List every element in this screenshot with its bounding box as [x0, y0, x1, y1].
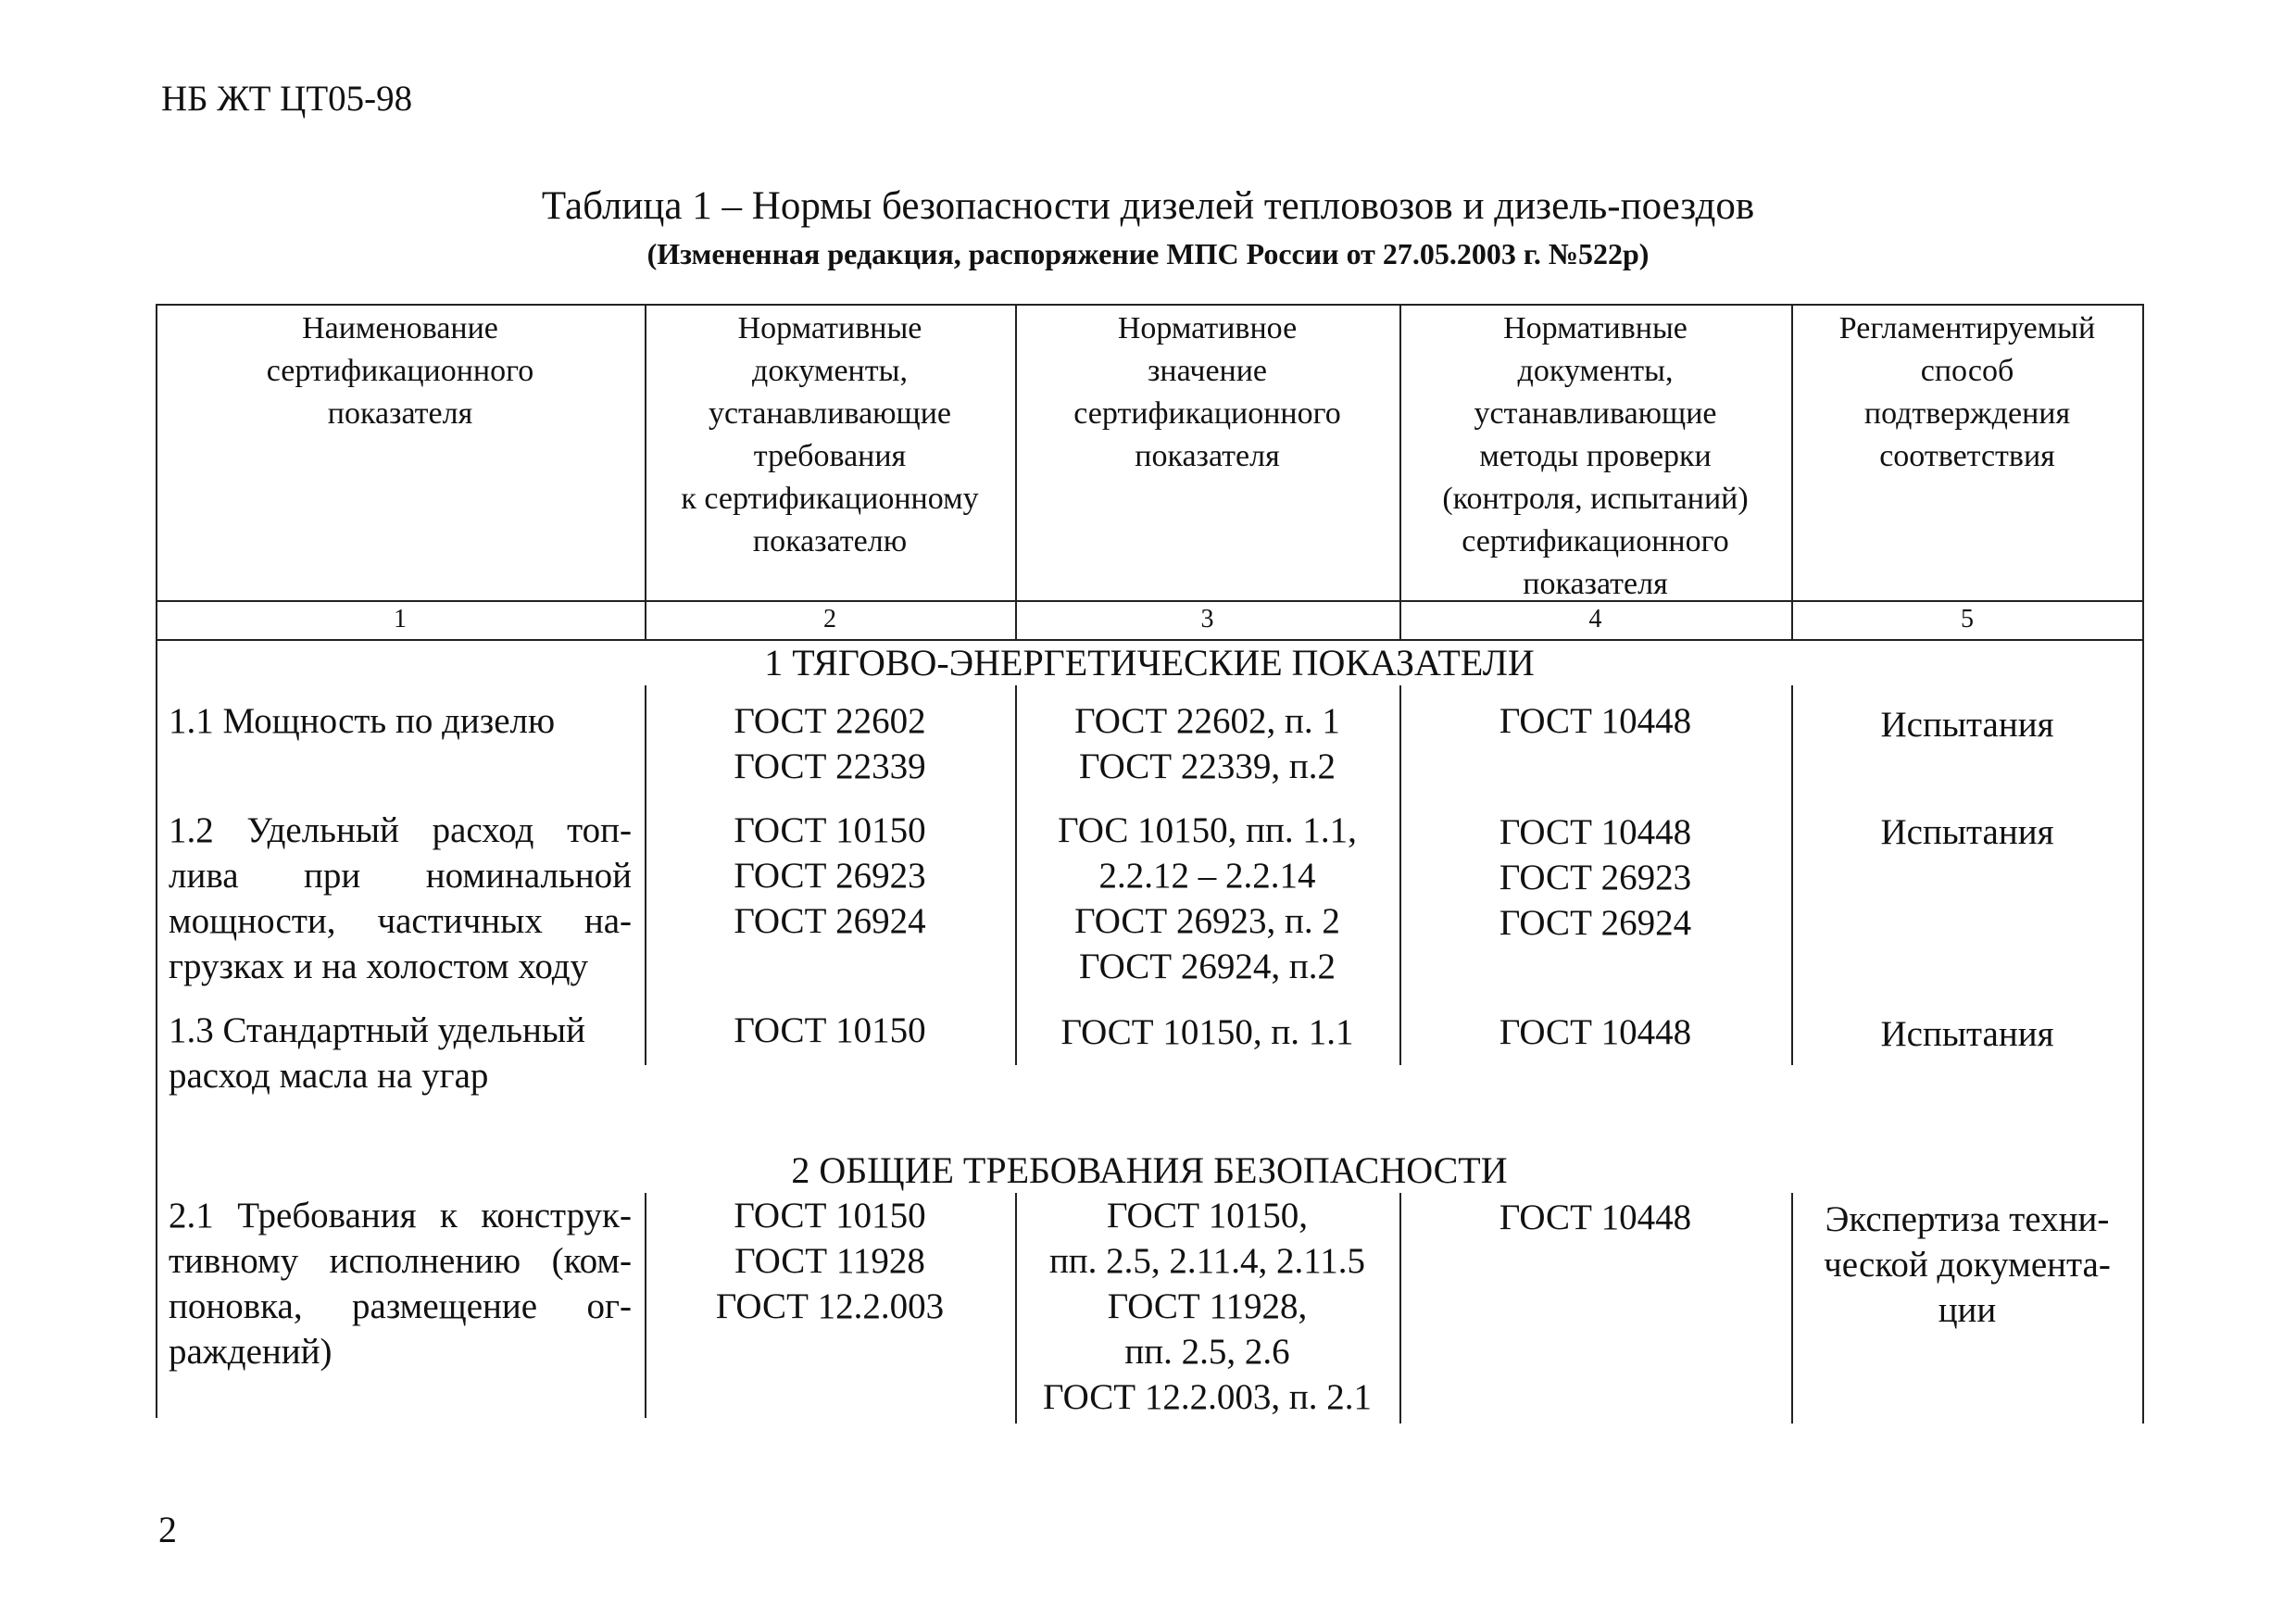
cell-name-line: 1.2 Удельный расход топ-: [169, 810, 632, 850]
cell-method: [1791, 1197, 2143, 1333]
cell-req-docs: [645, 698, 1015, 789]
cell-method-line: Экспертиза техни-: [1825, 1199, 2110, 1239]
cell-norm-value-line: ГОСТ 12.2.003, п. 2.1: [1043, 1377, 1372, 1417]
header-col-2-line: к сертификационному: [681, 482, 979, 516]
header-col-1: [156, 307, 645, 435]
table-subtitle: (Измененная редакция, распоряжение МПС России от 27.05.2003 г. №522р): [646, 237, 1650, 270]
cell-norm-value-line: ГОСТ 10150, п. 1.1: [1060, 1012, 1354, 1052]
cell-name: [169, 808, 632, 989]
cell-req-docs-line: ГОСТ 10150: [734, 1010, 926, 1050]
column-number-1: 1: [394, 605, 407, 633]
cell-method: [1791, 809, 2143, 855]
document-code: НБ ЖТ ЦТ05-98: [161, 79, 413, 119]
column-number-4: 4: [1588, 605, 1602, 633]
cell-method-line: Испытания: [1880, 705, 2054, 745]
header-col-2: [645, 307, 1015, 563]
section-title: 1 ТЯГОВО-ЭНЕРГЕТИЧЕСКИЕ ПОКАЗАТЕЛИ: [764, 642, 1535, 684]
cell-test-docs-line: ГОСТ 10448: [1499, 812, 1692, 852]
header-col-1-line: показателя: [327, 396, 473, 431]
header-col-4-line: документы,: [1517, 354, 1674, 388]
column-number-2: 2: [823, 605, 836, 633]
cell-req-docs-line: ГОСТ 12.2.003: [715, 1286, 945, 1326]
cell-name-line: тивному исполнению (ком-: [169, 1241, 632, 1281]
cell-test-docs-line: ГОСТ 10448: [1499, 1012, 1692, 1052]
page-number: 2: [158, 1509, 177, 1550]
cell-norm-value-line: ГОСТ 11928,: [1107, 1286, 1308, 1326]
header-col-4-line: сертификационного: [1462, 524, 1729, 558]
cell-name-line: раждений): [169, 1332, 332, 1372]
table-row: [156, 802, 2143, 987]
cell-name-line: грузках и на холостом ходу: [169, 947, 589, 986]
header-col-3: [1015, 307, 1399, 478]
header-col-2-line: устанавливающие: [708, 396, 952, 431]
cell-norm-value-line: пп. 2.5, 2.6: [1124, 1332, 1290, 1372]
header-col-1-line: сертификационного: [266, 354, 534, 388]
column-number-5: 5: [1961, 605, 1974, 633]
header-col-5-line: способ: [1920, 354, 2014, 388]
header-col-4-line: устанавливающие: [1474, 396, 1717, 431]
header-col-4-line: методы проверки: [1479, 439, 1712, 473]
table-top-border: [156, 304, 2143, 306]
cell-test-docs: [1399, 698, 1791, 744]
cell-norm-value-line: ГОСТ 26923, п. 2: [1074, 901, 1340, 941]
cell-norm-value-line: ГОСТ 26924, п.2: [1079, 947, 1336, 986]
cell-test-docs-line: ГОСТ 10448: [1499, 1198, 1692, 1237]
cell-name-line: мощности, частичных на-: [169, 901, 632, 941]
header-col-3-line: показателя: [1135, 439, 1280, 473]
cell-norm-value-line: ГОСТ 22339, п.2: [1079, 746, 1336, 786]
header-col-4-line: Нормативные: [1503, 311, 1687, 345]
header-col-3-line: значение: [1147, 354, 1268, 388]
cell-norm-value: [1015, 698, 1399, 789]
table-title: Таблица 1 – Нормы безопасности дизелей тепловозов и дизель-поездов: [541, 184, 1755, 228]
cell-norm-value-line: ГОС 10150, пп. 1.1,: [1058, 810, 1357, 850]
section-title: 2 ОБЩИЕ ТРЕБОВАНИЯ БЕЗОПАСНОСТИ: [791, 1149, 1508, 1191]
cell-name-line: поновка, размещение ог-: [169, 1286, 632, 1326]
cell-name-line: 1.3 Стандартный удельный: [169, 1010, 585, 1050]
header-col-5-line: Регламентируемый: [1838, 311, 2096, 345]
header-col-4-line: (контроля, испытаний): [1442, 482, 1749, 516]
cell-req-docs-line: ГОСТ 26924: [734, 901, 926, 941]
cell-test-docs-line: ГОСТ 10448: [1499, 701, 1692, 741]
cell-norm-value: [1015, 1010, 1399, 1055]
cell-req-docs-line: ГОСТ 11928: [734, 1241, 925, 1281]
header-col-3-line: сертификационного: [1073, 396, 1341, 431]
cell-name-line: 2.1 Требования к конструк-: [169, 1196, 632, 1235]
header-col-4: [1399, 307, 1791, 606]
header-col-4-line: показателя: [1523, 567, 1668, 601]
cell-test-docs: [1399, 1010, 1791, 1055]
cell-method-line: ческой документа-: [1824, 1245, 2111, 1285]
header-col-2-line: Нормативные: [737, 311, 922, 345]
header-col-2-line: показателю: [752, 524, 908, 558]
cell-req-docs-line: ГОСТ 10150: [734, 1196, 926, 1235]
cell-norm-value-line: ГОСТ 22602, п. 1: [1074, 701, 1340, 741]
cell-name: [169, 698, 632, 744]
table-row: [156, 1008, 2143, 1100]
cell-req-docs: [645, 1008, 1015, 1053]
cell-test-docs: [1399, 809, 1791, 946]
header-col-5-line: подтверждения: [1863, 396, 2071, 431]
cell-name-line: расход масла на угар: [169, 1056, 489, 1096]
cell-test-docs: [1399, 1195, 1791, 1240]
cell-method-line: ции: [1938, 1290, 1997, 1330]
cell-req-docs-line: ГОСТ 22339: [734, 746, 926, 786]
header-col-5-line: соответствия: [1879, 439, 2055, 473]
number-row-bottom-border: [156, 639, 2143, 641]
cell-name-line: 1.1 Мощность по дизелю: [169, 701, 556, 741]
cell-name-line: лива при номинальной: [169, 856, 632, 896]
header-col-2-line: требования: [753, 439, 907, 473]
header-col-1-line: Наименование: [302, 311, 498, 345]
cell-norm-value-line: пп. 2.5, 2.11.4, 2.11.5: [1048, 1241, 1366, 1281]
table-row: [156, 685, 2143, 796]
cell-norm-value-line: 2.2.12 – 2.2.14: [1098, 856, 1316, 896]
cell-method-line: Испытания: [1880, 812, 2054, 852]
cell-test-docs-line: ГОСТ 26923: [1499, 858, 1692, 897]
cell-req-docs-line: ГОСТ 10150: [734, 810, 926, 850]
cell-req-docs: [645, 808, 1015, 944]
column-number-3: 3: [1200, 605, 1214, 633]
cell-method: [1791, 702, 2143, 747]
table-row: [156, 1193, 2143, 1424]
cell-name: [169, 1008, 632, 1098]
header-col-5: [1791, 307, 2143, 478]
header-col-2-line: документы,: [752, 354, 908, 388]
cell-method-line: Испытания: [1880, 1014, 2054, 1054]
cell-req-docs: [645, 1193, 1015, 1329]
cell-norm-value: [1015, 1193, 1399, 1420]
cell-test-docs-line: ГОСТ 26924: [1499, 903, 1692, 943]
header-col-3-line: Нормативное: [1117, 311, 1298, 345]
cell-norm-value-line: ГОСТ 10150,: [1106, 1196, 1309, 1235]
cell-req-docs-line: ГОСТ 26923: [734, 856, 926, 896]
cell-name: [169, 1193, 632, 1374]
cell-req-docs-line: ГОСТ 22602: [734, 701, 926, 741]
cell-norm-value: [1015, 808, 1399, 989]
cell-method: [1791, 1011, 2143, 1057]
header-bottom-border: [156, 600, 2143, 602]
